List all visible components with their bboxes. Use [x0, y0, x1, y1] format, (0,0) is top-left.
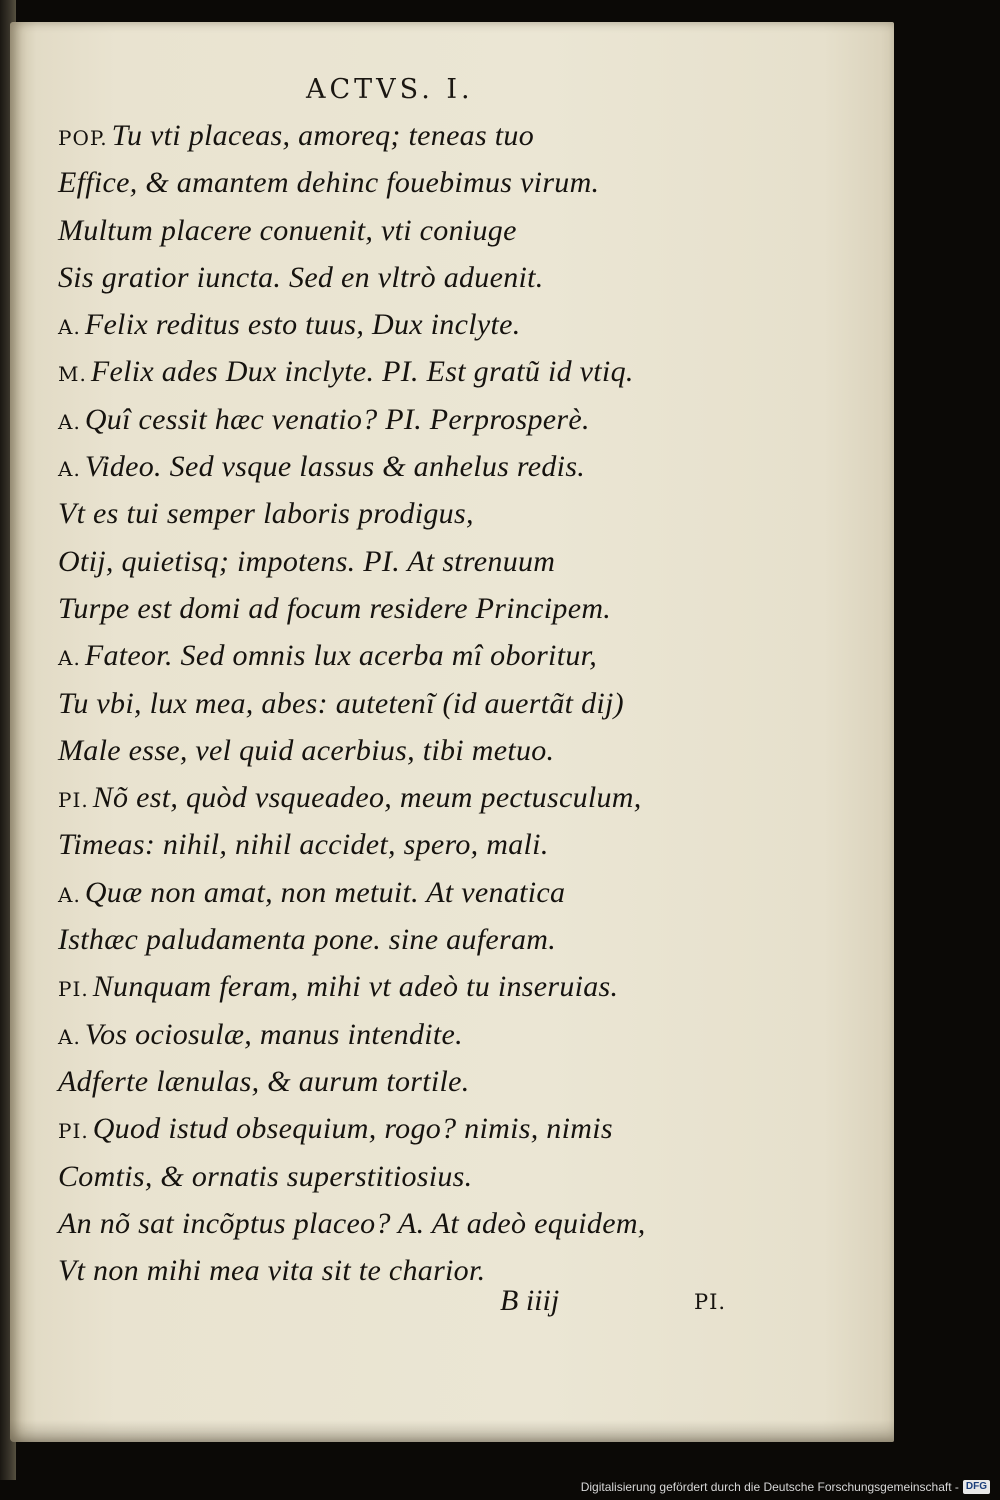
verse-text: Sis gratior iuncta. Sed en vltrò aduenit.: [58, 260, 544, 294]
verse-text: Fateor. Sed omnis lux acerba mî oboritur,: [84, 639, 598, 673]
verse-line: [58, 396, 858, 443]
verse-line: [58, 254, 858, 301]
speaker-label: M.: [58, 362, 87, 387]
verse-line: [58, 1105, 858, 1152]
verse-text: Quod istud obsequium, rogo? nimis, nimis: [92, 1112, 613, 1146]
verse-line: [58, 727, 858, 774]
verse-line: [58, 159, 858, 206]
verse-line: [58, 443, 858, 490]
signature-mark: B iiij: [500, 1284, 560, 1317]
book-page: [10, 22, 894, 1442]
verse-text: Video. Sed vsque lassus & anhelus redis.: [84, 450, 586, 484]
verse-text: Adferte lænulas, & aurum tortile.: [58, 1064, 470, 1098]
speaker-label: A.: [58, 1024, 81, 1049]
speaker-label: A.: [58, 882, 81, 907]
speaker-label: PI.: [58, 788, 89, 813]
verse-text: Comtis, & ornatis superstitiosius.: [58, 1159, 473, 1193]
speaker-label: A.: [58, 315, 81, 340]
verse-text: Felix reditus esto tuus, Dux inclyte.: [84, 308, 521, 342]
verse-text: Effice, & amantem dehinc fouebimus virum.: [58, 166, 600, 200]
verse-text: Tu vbi, lux mea, abes: autetenĩ (id auertãt dij): [58, 686, 624, 720]
verse-text: Male esse, vel quid acerbius, tibi metuo.: [58, 733, 555, 767]
speaker-label: POP.: [58, 126, 108, 150]
verse-text: Nunquam feram, mihi vt adeò tu inseruias.: [92, 970, 619, 1004]
verse-text: Otij, quietisq; impotens. PI. At strenuum: [58, 544, 556, 578]
verse-text: Vt non mihi mea vita sit te charior.: [58, 1254, 486, 1288]
verse-text: Timeas: nihil, nihil accidet, spero, mali.: [58, 828, 549, 862]
verse-line: [58, 585, 858, 632]
verse-line: [58, 821, 858, 868]
speaker-label: A.: [58, 409, 81, 434]
verse-line: [58, 490, 858, 537]
dfg-logo: DFG: [963, 1480, 990, 1494]
verse-line: [58, 112, 858, 159]
verse-line: [58, 916, 858, 963]
verse-text: Vos ociosulæ, manus intendite.: [84, 1017, 463, 1051]
verse-line: [58, 538, 858, 585]
digitization-credit: [581, 1478, 990, 1496]
credit-text: Digitalisierung gefördert durch die Deutsche Forschungsgemeinschaft -: [580, 1480, 959, 1494]
verse-text: Turpe est domi ad focum residere Principem.: [58, 591, 612, 625]
verse-line: [58, 1200, 858, 1247]
verse-text: An nõ sat incõptus placeo? A. At adeò equidem,: [58, 1206, 646, 1240]
verse-lines: [58, 112, 858, 1294]
verse-text: Quî cessit hæc venatio? PI. Perprosperè.: [84, 402, 590, 436]
verse-line: [58, 869, 858, 916]
verse-text: Vt es tui semper laboris prodigus,: [58, 497, 474, 531]
speaker-label: A.: [58, 457, 81, 482]
speaker-label: A.: [58, 646, 81, 671]
verse-line: [58, 207, 858, 254]
verse-text: Nõ est, quòd vsqueadeo, meum pectusculum,: [92, 781, 642, 815]
speaker-label: PI.: [58, 977, 89, 1002]
verse-text: Isthæc paludamenta pone. sine auferam.: [58, 923, 557, 957]
verse-text: Quæ non amat, non metuit. At venatica: [84, 875, 566, 909]
verse-line: [58, 1011, 858, 1058]
verse-line: [58, 774, 858, 821]
verse-line: [58, 348, 858, 395]
verse-line: [58, 1058, 858, 1105]
running-head: ACTVS. I.: [306, 74, 474, 105]
verse-text: Tu vti placeas, amoreq; teneas tuo: [111, 119, 534, 152]
verse-line: [58, 963, 858, 1010]
catchword: PI.: [694, 1290, 727, 1314]
verse-line: [58, 301, 858, 348]
verse-line: [58, 632, 858, 679]
verse-line: [58, 1153, 858, 1200]
page-footer: [10, 1284, 894, 1324]
speaker-label: PI.: [58, 1119, 89, 1144]
verse-text: Felix ades Dux inclyte. PI. Est gratũ id vtiq.: [90, 355, 634, 389]
verse-text: Multum placere conuenit, vti coniuge: [58, 213, 517, 247]
verse-line: [58, 680, 858, 727]
